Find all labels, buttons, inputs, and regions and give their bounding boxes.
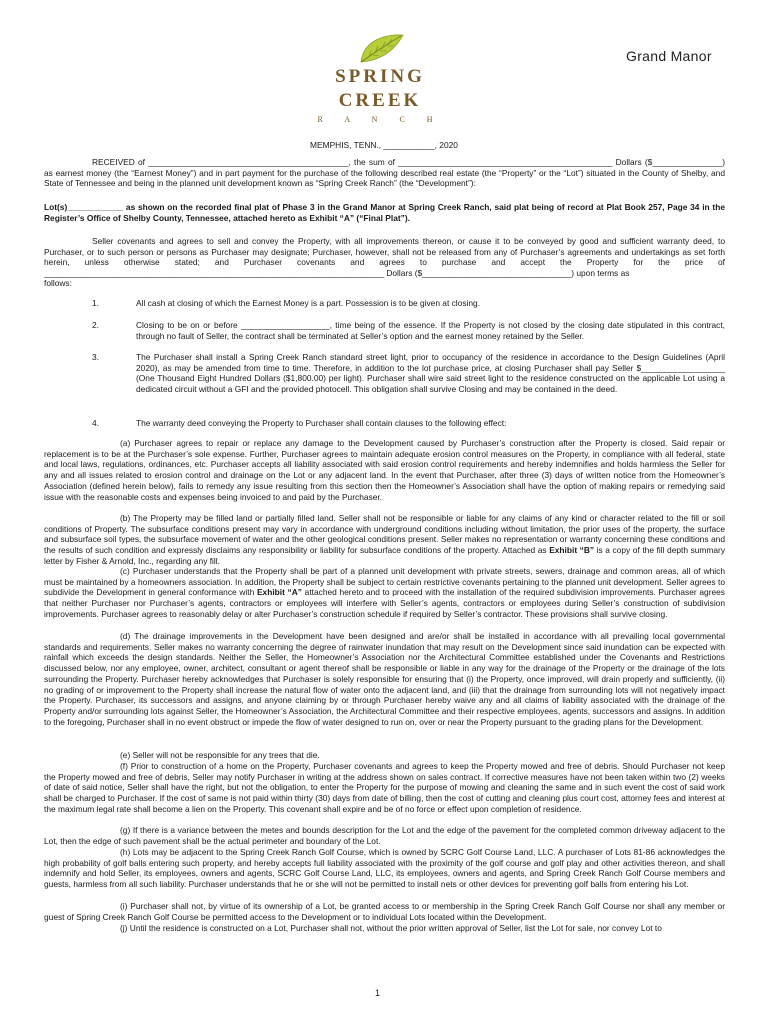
item-3-number: 3. [92, 352, 99, 362]
clause-e: (e) Seller will not be responsible for any trees that die. [120, 750, 320, 760]
item-2-number: 2. [92, 320, 99, 330]
clause-j: (j) Until the residence is constructed on a Lot, Purchaser shall not, without the prior written approval of Seller, list the Lot for sale, nor convey Lot to [120, 923, 662, 933]
clause-b-text-end: is a copy of the fill depth summary letter by Fisher & Arnold, Inc., regarding any fill. [44, 545, 726, 566]
lot-paragraph: Lot(s)____________ as shown on the recorded final plat of Phase 3 in the Grand Manor at Spring Creek Ranch, said plat being of record at Plat Book 257, Page 34 in the Register’s Office of Shelby County, Tennessee, attached hereto as Exhibit “A” (“Final Plat”). [44, 202, 725, 223]
clause-d: (d) The drainage improvements in the Development have been designed and are/or shall be installed in accordance with all prevailing local governmental standards and requirements. Seller makes no warranty concerning the degree of rainwater inundation that may result on the Development since said inundation can be expected with rainfall which exceeds the design standards. Neither the Seller, the Homeowner’s Association nor the Architectural Committee established under the Covenants and Restrictions discussed below, nor any employee, owner, architect, consultant or agent thereof shall be responsible or liable in any way for the drainage of the Property or the drainage of the lots surrounding the Property. Purchaser hereby acknowledges that Purchaser is solely responsible for ensuring that (i) the Property, once improved, will drain properly and sufficiently, (ii) no grading of or improvement to the Property shall increase the natural flow of water onto the adjacent land, and (iii) that the drainage from surrounding lots will not negatively impact the Property. Purchaser, its successors and assigns, and anyone claiming by or through Purchaser hereby waive any and all claims of liability associated with the drainage of the Property and/or surrounding lots against Seller, the Homeowner’s Association, the Architectural Committee and their respective employees, agents, successors and assigns. In addition to the foregoing, Purchaser shall in no event obstruct or impede the flow of water designed to run on, over or near the Property pursuant to the grading plans for the Development. [44, 631, 725, 727]
leaf-icon [357, 32, 405, 66]
clause-c [44, 566, 725, 620]
clause-c-text: (c) Purchaser understands that the Property shall be part of a planned unit development with private streets, sewers, drainage and common areas, all of which must be maintained by a homeowners association. In addition, the Property shall be subject to certain restrictive covenants pertaining to the planned unit development. Seller agrees to subdivide the Development in general conformance with [44, 566, 725, 598]
spring-creek-ranch-logo [305, 32, 455, 132]
clause-b [44, 513, 725, 567]
seller-covenants-paragraph: Seller covenants and agrees to sell and convey the Property, with all improvements thereon, or cause it to be conveyed by good and sufficient warranty deed, to Purchaser, or to such person or persons as Purchaser may designate; Purchaser, however, shall not be released from any of Purchaser’s agreements and undertakings as set forth herein, unless otherwise stated; and Purchaser covenants and agrees to purchase and accept the Property for the price of _________________________________________________________________________ Dollars ($________________________________) upon terms as [44, 236, 725, 279]
clause-f: (f) Prior to construction of a home on the Property, Purchaser covenants and agrees to keep the Property mowed and free of debris. Should Purchaser not keep the Property mowed and free of debris, Seller may notify Purchaser in writing at the address shown on sales contract. If corrective measures have not been taken within two (2) weeks of date of said notice, Seller shall have the right, but not the obligation, to enter the Property for the purpose of mowing and cleaning the same and in such event the cost of said work shall be charged to Purchaser. If the cost of same is not paid within thirty (30) days from date of billing, then the cost of cutting and cleaning plus court cost, attorney fees and interest at the maximum legal rate shall become a lien on the Property. This covenant shall expire and be of no force or effect upon completion of residence. [44, 761, 725, 814]
clause-a: (a) Purchaser agrees to repair or replace any damage to the Development caused by Purchaser’s construction after the Property is closed. Said repair or replacement is to be at the Purchaser’s sole expense. Further, Purchaser agrees to maintain adequate erosion control measures on the Property, in compliance with all federal, state and local laws, regulations, ordinances, etc. Purchaser accepts all liability associated with said erosion control requirements and hereby indemnifies and holds harmless the Seller for any and all issues related to erosion control and drainage on the Lot or any adjacent land. In the event that Purchaser, after three (3) days of written notice from the Homeowner’s Association (defined herein below), fails to remedy any issue resulting from this section then the Homeowner’s Association shall have the option of making repairs or remedying said issue with the reasonable costs and expenses being invoiced to and paid by the Purchaser. [44, 438, 725, 502]
clause-b-text: (b) The Property may be filled land or partially filled land. Seller shall not be responsible or liable for any claims of any kind or character related to the fill or soil conditions of Property. The subsurface conditions present may vary in accordance with underground conditions including without limitation, the prior uses of the property, the surface and subsurface soil types, the subsurface movement of water and the other geological conditions present. Seller makes no representation or warranty concerning these conditions and the results of such condition and expressly disclaims any responsibility or liability for subsurface conditions of the property. Attached as [44, 513, 725, 556]
date-line: MEMPHIS, TENN., ___________, 2020 [310, 140, 458, 150]
item-1-number: 1. [92, 298, 99, 308]
logo-text-creek: CREEK [338, 90, 422, 111]
page-number: 1 [375, 988, 381, 998]
clause-g: (g) If there is a variance between the metes and bounds description for the Lot and the edge of the pavement for the completed common driveway adjacent to the Lot, then the edge of such pavement shall be the actual perimeter and boundary of the Lot. [44, 825, 725, 846]
item-1-text: All cash at closing of which the Earnest Money is a part. Possession is to be given at closing. [136, 298, 481, 308]
item-4-number: 4. [92, 418, 99, 428]
exhibit-a-reference: Exhibit “A” [256, 587, 302, 598]
follows-label: follows: [44, 278, 72, 288]
clause-i: (i) Purchaser shall not, by virtue of its ownership of a Lot, be granted access to or membership in the Spring Creek Ranch Golf Course nor shall any member or guest of Spring Creek Ranch Golf Course be permitted access to the Development or to individual Lots located within the Development. [44, 901, 725, 922]
exhibit-b-reference: Exhibit “B” [549, 545, 595, 556]
clause-c-text-end: attached hereto and to proceed with the installation of the required subdivision improvements. Purchaser agrees that neither Purchaser nor Purchaser’s agents, contractors or employees will interfere with Seller’s agents, contractors or employees during Seller’s construction of subdivision improvements. Purchaser agrees to reasonably delay or alter Purchaser’s construction schedule if required by Seller’s contractor. These provisions shall survive closing. [44, 587, 725, 619]
item-4-text: The warranty deed conveying the Property to Purchaser shall contain clauses to the following effect: [136, 418, 507, 428]
logo-text-ranch: R A N C H [317, 115, 443, 124]
logo-text-spring: SPRING [335, 66, 425, 87]
handwritten-note: Grand Manor [626, 48, 712, 64]
received-paragraph: RECEIVED of ___________________________________________, the sum of ______________________________________________ Dollars ($_______________) as earnest money (the “Earnest Money”) and in part payment for the purchase of the following described real estate (the “Property” or the “Lot”) situated in the County of Shelby, and State of Tennessee and being in the planned unit development known as “Spring Creek Ranch” (the “Development”): [44, 157, 725, 189]
item-3-text: The Purchaser shall install a Spring Creek Ranch standard street light, prior to occupancy of the residence in accordance to the Design Guidelines (April 2020), as may be amended from time to time. Therefore, in addition to the lot purchase price, at closing Purchaser shall pay Seller $__________________ (One Thousand Eight Hundred Dollars ($1,800.00) per light). Purchaser shall wire said street light to the residence constructed on the applicable Lot using a dedicated circuit without a GFI and the provided photocell. This obligation shall survive Closing and may be contained in the deed. [136, 352, 725, 395]
clause-h: (h) Lots may be adjacent to the Spring Creek Ranch Golf Course, which is owned by SCRC Golf Course Land, LLC. A purchaser of Lots 81-86 acknowledges the high probability of golf balls entering such property, and hereby accepts full liability associated with the proximity of the golf course and golf play and other activities thereon, and shall indemnify and hold Seller, its employees, owners and agents, SCRC Golf Course Land, LLC, its employees, owners and agents, and Spring Creek Ranch Golf Course members and guests, harmless from all such liability. Purchaser understands that he or she will not be permitted to install nets or other devices for preventing golf balls from entering his Lot. [44, 847, 725, 890]
item-2-text: Closing to be on or before ___________________, time being of the essence. If the Property is not closed by the closing date stipulated in this contract, through no fault of Seller, the contract shall be terminated at Seller’s option and the earnest money retained by the Seller. [136, 320, 725, 341]
